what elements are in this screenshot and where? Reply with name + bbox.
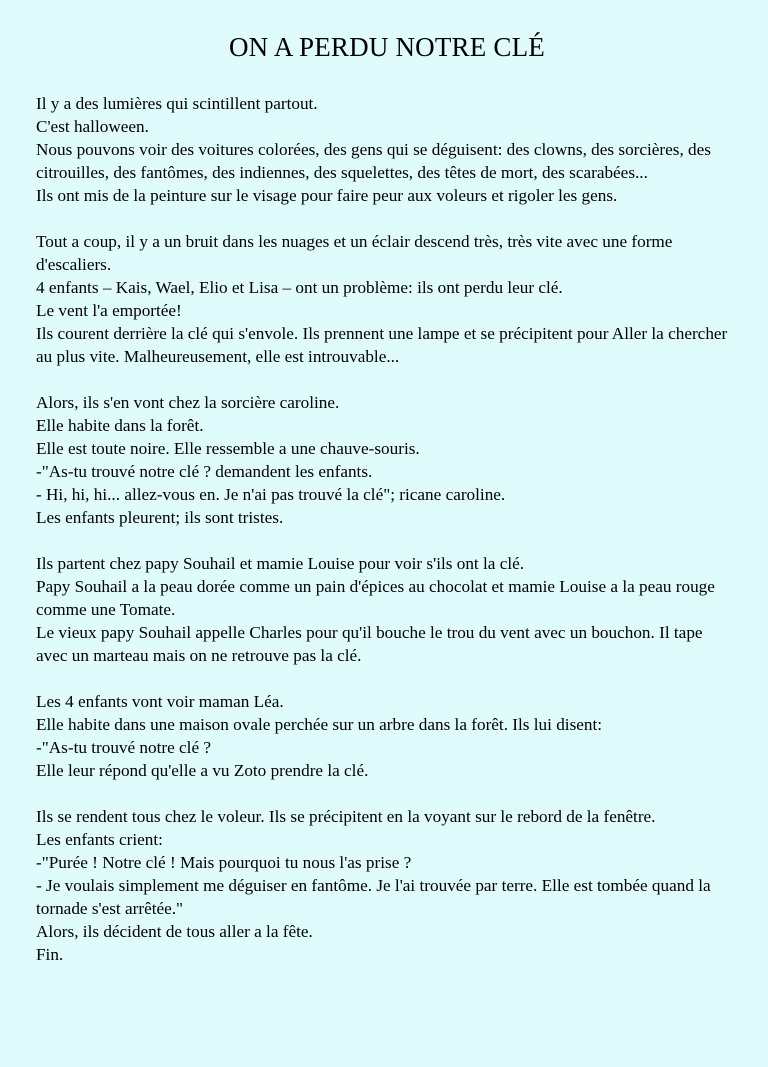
paragraph-grandparents: [36, 552, 738, 667]
text-line: Ils courent derrière la clé qui s'envole. Ils prennent une lampe et se précipitent pour Aller la chercher au plus vite. Malheureusement, elle est introuvable...: [36, 324, 728, 366]
paragraph-witch: [36, 391, 738, 529]
text-line: C'est halloween.: [36, 117, 149, 136]
story-body: [36, 92, 738, 966]
text-line: Elle habite dans une maison ovale perchée sur un arbre dans la forêt. Ils lui disent:: [36, 715, 603, 734]
text-line: Elle habite dans la forêt.: [36, 416, 204, 435]
text-line: Ils ont mis de la peinture sur le visage pour faire peur aux voleurs et rigoler les gens.: [36, 186, 618, 205]
text-line: 4 enfants – Kais, Wael, Elio et Lisa – ont un problème: ils ont perdu leur clé.: [36, 278, 563, 297]
text-line: Ils partent chez papy Souhail et mamie Louise pour voir s'ils ont la clé.: [36, 554, 525, 573]
text-line: -"As-tu trouvé notre clé ? demandent les enfants.: [36, 462, 373, 481]
text-line: Les enfants pleurent; ils sont tristes.: [36, 508, 284, 527]
text-line: Alors, ils décident de tous aller a la fête.: [36, 922, 313, 941]
paragraph-mother: [36, 690, 738, 782]
story-title: ON A PERDU NOTRE CLÉ: [228, 32, 546, 62]
text-line: -"As-tu trouvé notre clé ?: [36, 738, 212, 757]
paragraph-lost-key: [36, 230, 738, 368]
text-line: Nous pouvons voir des voitures colorées, des gens qui se déguisent: des clowns, des sorcières, des citrouilles, des fantômes, des indiennes, des squelettes, des têtes de mort, des scarabées...: [36, 140, 711, 182]
text-line: Fin.: [36, 945, 64, 964]
paragraph-halloween: [36, 92, 738, 207]
text-line: Le vent l'a emportée!: [36, 301, 182, 320]
text-line: Elle leur répond qu'elle a vu Zoto prendre la clé.: [36, 761, 369, 780]
text-line: Alors, ils s'en vont chez la sorcière caroline.: [36, 393, 340, 412]
text-line: Tout a coup, il y a un bruit dans les nuages et un éclair descend très, très vite avec une forme d'escaliers.: [36, 232, 673, 274]
text-line: - Je voulais simplement me déguiser en fantôme. Je l'ai trouvée par terre. Elle est tombée quand la tornade s'est arrêtée.": [36, 876, 711, 918]
text-line: Il y a des lumières qui scintillent partout.: [36, 94, 318, 113]
text-line: Elle est toute noire. Elle ressemble a une chauve-souris.: [36, 439, 420, 458]
paragraph-thief: [36, 805, 738, 966]
text-line: - Hi, hi, hi... allez-vous en. Je n'ai pas trouvé la clé"; ricane caroline.: [36, 485, 506, 504]
text-line: Les 4 enfants vont voir maman Léa.: [36, 692, 284, 711]
text-line: Papy Souhail a la peau dorée comme un pain d'épices au chocolat et mamie Louise a la peau rouge comme une Tomate.: [36, 577, 715, 619]
text-line: Les enfants crient:: [36, 830, 163, 849]
text-line: -"Purée ! Notre clé ! Mais pourquoi tu nous l'as prise ?: [36, 853, 412, 872]
text-line: Le vieux papy Souhail appelle Charles pour qu'il bouche le trou du vent avec un bouchon. Il tape avec un marteau mais on ne retrouve pas la clé.: [36, 623, 703, 665]
text-line: Ils se rendent tous chez le voleur. Ils se précipitent en la voyant sur le rebord de la fenêtre.: [36, 807, 656, 826]
